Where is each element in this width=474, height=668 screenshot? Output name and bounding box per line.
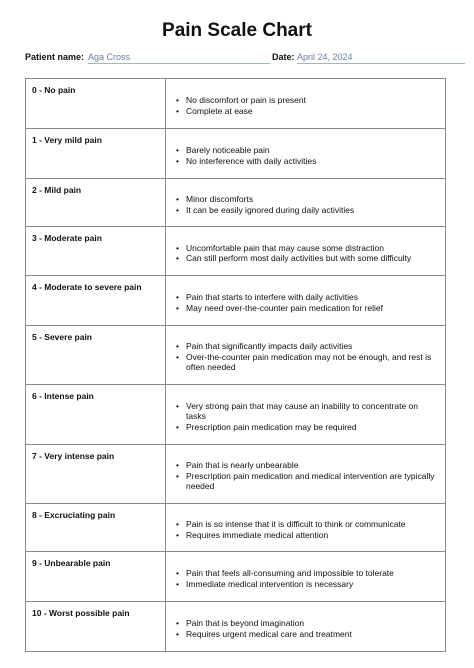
description-list — [166, 562, 445, 591]
description-item: • Immediate medical intervention is necessary — [186, 579, 439, 590]
description-item: • Pain that starts to interfere with daily activities — [186, 292, 439, 303]
description-cell — [166, 385, 446, 445]
description-item: • It can be easily ignored during daily activities — [186, 205, 439, 216]
description-list — [166, 612, 445, 641]
description-cell — [166, 129, 446, 179]
description-item: • Minor discomforts — [186, 194, 439, 205]
description-list — [166, 395, 445, 435]
description-item: • Pain that significantly impacts daily activities — [186, 341, 439, 352]
description-item: • May need over-the-counter pain medication for relief — [186, 303, 439, 314]
description-item: • Can still perform most daily activities but with some difficulty — [186, 253, 439, 264]
scale-row — [26, 179, 446, 227]
scale-row — [26, 79, 446, 129]
pain-level-cell — [26, 504, 166, 552]
description-item: • No interference with daily activities — [186, 156, 439, 167]
description-item: • Pain that is beyond imagination — [186, 618, 439, 629]
description-list — [166, 286, 445, 315]
description-item: • Prescription pain medication and medical intervention are typically needed — [186, 471, 439, 492]
patient-name-label: Patient name: — [25, 52, 85, 62]
pain-level-label: 1 - Very mild pain — [32, 135, 102, 145]
description-item: • Barely noticeable pain — [186, 145, 439, 156]
description-list — [166, 139, 445, 168]
description-list — [166, 89, 445, 118]
description-item: • Over-the-counter pain medication may not be enough, and rest is often needed — [186, 352, 439, 373]
pain-level-cell — [26, 179, 166, 227]
description-cell — [166, 79, 446, 129]
pain-level-cell — [26, 326, 166, 385]
description-item: • Requires immediate medical attention — [186, 530, 439, 541]
patient-name-field[interactable]: Aga Cross — [88, 51, 270, 64]
description-cell — [166, 602, 446, 652]
pain-level-cell — [26, 445, 166, 504]
scale-row — [26, 385, 446, 445]
scale-row — [26, 552, 446, 602]
pain-level-label: 10 - Worst possible pain — [32, 608, 130, 618]
pain-level-cell — [26, 276, 166, 326]
pain-level-label: 3 - Moderate pain — [32, 233, 102, 243]
scale-row — [26, 227, 446, 276]
pain-level-cell — [26, 385, 166, 445]
description-item: • Pain that feels all-consuming and impossible to tolerate — [186, 568, 439, 579]
pain-level-label: 5 - Severe pain — [32, 332, 93, 342]
description-list — [166, 454, 445, 494]
description-list — [166, 188, 445, 217]
description-cell — [166, 504, 446, 552]
patient-info — [25, 51, 445, 65]
pain-level-label: 8 - Excruciating pain — [32, 510, 116, 520]
description-item: • Uncomfortable pain that may cause some distraction — [186, 243, 439, 254]
page-title: Pain Scale Chart — [162, 20, 312, 41]
description-item: • Pain that is nearly unbearable — [186, 460, 439, 471]
description-cell — [166, 179, 446, 227]
description-cell — [166, 445, 446, 504]
pain-level-cell — [26, 79, 166, 129]
description-item: • Pain is so intense that it is difficult to think or communicate — [186, 519, 439, 530]
description-item: • No discomfort or pain is present — [186, 95, 439, 106]
scale-row — [26, 276, 446, 326]
pain-level-cell — [26, 227, 166, 276]
scale-row — [26, 129, 446, 179]
description-cell — [166, 552, 446, 602]
pain-scale-table — [25, 78, 446, 652]
date-label: Date: — [272, 52, 295, 62]
pain-level-label: 0 - No pain — [32, 85, 76, 95]
scale-row — [26, 602, 446, 652]
pain-level-cell — [26, 129, 166, 179]
pain-level-label: 7 - Very intense pain — [32, 451, 115, 461]
pain-level-label: 9 - Unbearable pain — [32, 558, 111, 568]
scale-row — [26, 326, 446, 385]
pain-level-cell — [26, 602, 166, 652]
pain-level-cell — [26, 552, 166, 602]
description-list — [166, 513, 445, 542]
description-item: • Prescription pain medication may be required — [186, 422, 439, 433]
description-item: • Complete at ease — [186, 106, 439, 117]
description-cell — [166, 227, 446, 276]
description-cell — [166, 276, 446, 326]
pain-level-label: 4 - Moderate to severe pain — [32, 282, 142, 292]
description-item: • Requires urgent medical care and treatment — [186, 629, 439, 640]
description-list — [166, 237, 445, 266]
description-list — [166, 335, 445, 375]
description-item: • Very strong pain that may cause an inability to concentrate on tasks — [186, 401, 439, 422]
scale-row — [26, 504, 446, 552]
pain-level-label: 6 - Intense pain — [32, 391, 94, 401]
pain-level-label: 2 - Mild pain — [32, 185, 82, 195]
description-cell — [166, 326, 446, 385]
date-field[interactable]: April 24, 2024 — [297, 51, 465, 64]
scale-row — [26, 445, 446, 504]
